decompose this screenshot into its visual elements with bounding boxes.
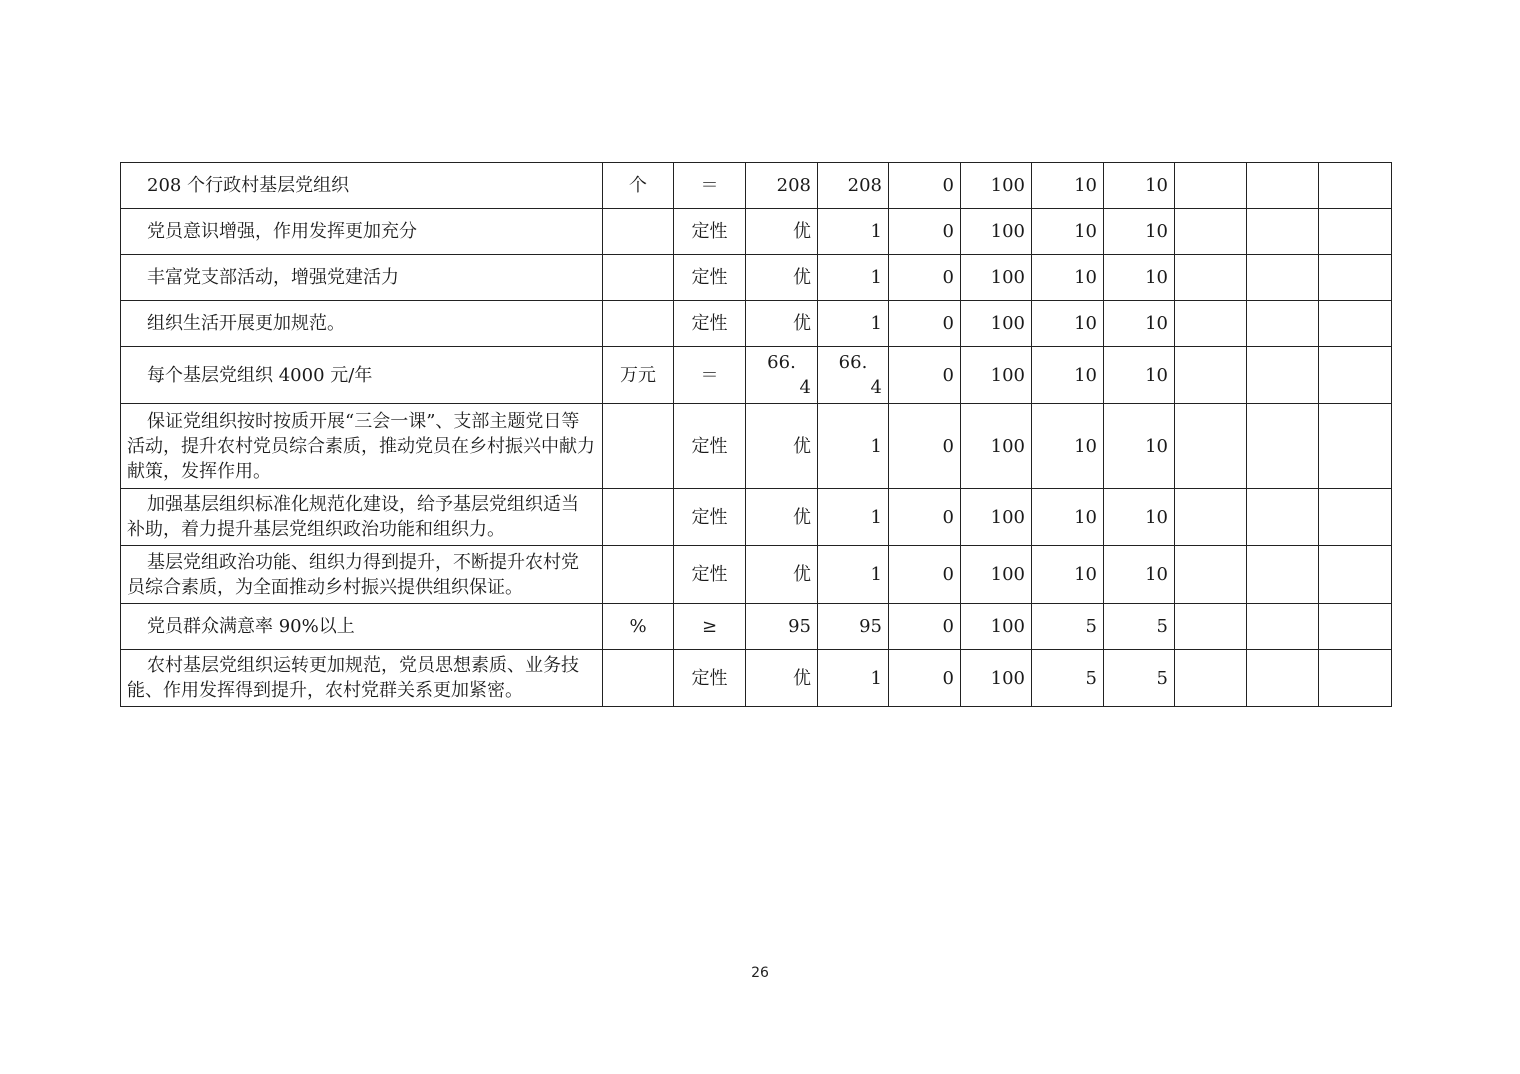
empty-cell xyxy=(1319,347,1392,404)
operator-cell: 定性 xyxy=(674,255,746,301)
score-cell: 5 xyxy=(1104,604,1175,650)
indicator-cell: 加强基层组织标准化规范化建设，给予基层党组织适当补助，着力提升基层党组织政治功能和组织力。 xyxy=(121,489,603,546)
weight-cell: 10 xyxy=(1032,347,1104,404)
indicator-cell: 保证党组织按时按质开展“三会一课”、支部主题党日等活动，提升农村党员综合素质，推动党员在乡村振兴中献力献策，发挥作用。 xyxy=(121,404,603,489)
empty-cell xyxy=(1247,347,1319,404)
unit-cell: 万元 xyxy=(603,347,674,404)
target-value-cell: 优 xyxy=(746,301,818,347)
empty-cell xyxy=(1175,347,1247,404)
unit-cell xyxy=(603,255,674,301)
weight-cell: 10 xyxy=(1032,489,1104,546)
empty-cell xyxy=(1247,650,1319,707)
score-cell: 10 xyxy=(1104,163,1175,209)
empty-cell xyxy=(1175,301,1247,347)
target-value-part: 66. xyxy=(767,352,796,373)
target-value-cell: 优 xyxy=(746,489,818,546)
empty-cell xyxy=(1319,301,1392,347)
empty-cell xyxy=(1247,163,1319,209)
unit-cell: 个 xyxy=(603,163,674,209)
empty-cell xyxy=(1247,209,1319,255)
empty-cell xyxy=(1319,163,1392,209)
min-value-cell: 0 xyxy=(889,301,961,347)
empty-cell xyxy=(1319,404,1392,489)
unit-cell xyxy=(603,209,674,255)
indicator-cell: 208 个行政村基层党组织 xyxy=(121,163,603,209)
actual-value-part: 4 xyxy=(870,377,882,398)
table-row xyxy=(121,163,1392,209)
min-value-cell: 0 xyxy=(889,489,961,546)
table-row xyxy=(121,255,1392,301)
unit-cell xyxy=(603,404,674,489)
indicator-cell: 党员群众满意率 90%以上 xyxy=(121,604,603,650)
max-value-cell: 100 xyxy=(961,404,1032,489)
min-value-cell: 0 xyxy=(889,604,961,650)
indicator-cell: 党员意识增强，作用发挥更加充分 xyxy=(121,209,603,255)
indicator-cell: 农村基层党组织运转更加规范，党员思想素质、业务技能、作用发挥得到提升，农村党群关系更加紧密。 xyxy=(121,650,603,707)
score-cell: 10 xyxy=(1104,255,1175,301)
table-row xyxy=(121,347,1392,404)
actual-value-cell: 1 xyxy=(818,546,889,604)
empty-cell xyxy=(1247,255,1319,301)
actual-value-part: 66. xyxy=(838,352,868,373)
empty-cell xyxy=(1175,209,1247,255)
score-cell: 10 xyxy=(1104,489,1175,546)
score-cell: 10 xyxy=(1104,301,1175,347)
indicator-cell: 组织生活开展更加规范。 xyxy=(121,301,603,347)
actual-value-cell: 1 xyxy=(818,650,889,707)
operator-cell: 定性 xyxy=(674,650,746,707)
empty-cell xyxy=(1319,489,1392,546)
actual-value-cell: 1 xyxy=(818,489,889,546)
empty-cell xyxy=(1175,404,1247,489)
page-number: 26 xyxy=(751,965,769,981)
empty-cell xyxy=(1175,546,1247,604)
actual-value-cell: 95 xyxy=(818,604,889,650)
actual-value-cell: 1 xyxy=(818,301,889,347)
unit-cell xyxy=(603,650,674,707)
max-value-cell: 100 xyxy=(961,163,1032,209)
empty-cell xyxy=(1175,163,1247,209)
actual-value-cell: 1 xyxy=(818,209,889,255)
operator-cell: 定性 xyxy=(674,546,746,604)
weight-cell: 10 xyxy=(1032,209,1104,255)
target-value-cell: 优 xyxy=(746,650,818,707)
max-value-cell: 100 xyxy=(961,209,1032,255)
score-cell: 10 xyxy=(1104,209,1175,255)
target-value-cell xyxy=(746,347,818,404)
weight-cell: 10 xyxy=(1032,163,1104,209)
indicator-cell: 每个基层党组织 4000 元/年 xyxy=(121,347,603,404)
actual-value-cell: 1 xyxy=(818,404,889,489)
score-cell: 10 xyxy=(1104,347,1175,404)
unit-cell xyxy=(603,546,674,604)
operator-cell: ＝ xyxy=(674,163,746,209)
target-value-cell: 208 xyxy=(746,163,818,209)
empty-cell xyxy=(1175,489,1247,546)
table-row xyxy=(121,301,1392,347)
empty-cell xyxy=(1247,546,1319,604)
max-value-cell: 100 xyxy=(961,255,1032,301)
target-value-part: 4 xyxy=(799,377,811,398)
empty-cell xyxy=(1247,404,1319,489)
weight-cell: 10 xyxy=(1032,404,1104,489)
unit-cell xyxy=(603,489,674,546)
min-value-cell: 0 xyxy=(889,546,961,604)
min-value-cell: 0 xyxy=(889,347,961,404)
weight-cell: 5 xyxy=(1032,650,1104,707)
max-value-cell: 100 xyxy=(961,546,1032,604)
operator-cell: 定性 xyxy=(674,404,746,489)
weight-cell: 10 xyxy=(1032,301,1104,347)
empty-cell xyxy=(1175,255,1247,301)
max-value-cell: 100 xyxy=(961,301,1032,347)
performance-indicator-table xyxy=(120,162,1392,707)
operator-cell: 定性 xyxy=(674,489,746,546)
unit-cell: % xyxy=(603,604,674,650)
weight-cell: 10 xyxy=(1032,546,1104,604)
unit-cell xyxy=(603,301,674,347)
max-value-cell: 100 xyxy=(961,489,1032,546)
max-value-cell: 100 xyxy=(961,347,1032,404)
empty-cell xyxy=(1247,301,1319,347)
empty-cell xyxy=(1247,604,1319,650)
table-row xyxy=(121,650,1392,707)
empty-cell xyxy=(1319,255,1392,301)
weight-cell: 5 xyxy=(1032,604,1104,650)
operator-cell: ＝ xyxy=(674,347,746,404)
table-row xyxy=(121,209,1392,255)
empty-cell xyxy=(1319,546,1392,604)
operator-cell: 定性 xyxy=(674,209,746,255)
empty-cell xyxy=(1319,650,1392,707)
operator-cell: ≥ xyxy=(674,604,746,650)
target-value-cell: 优 xyxy=(746,209,818,255)
max-value-cell: 100 xyxy=(961,604,1032,650)
table-row xyxy=(121,404,1392,489)
empty-cell xyxy=(1175,604,1247,650)
empty-cell xyxy=(1319,209,1392,255)
min-value-cell: 0 xyxy=(889,650,961,707)
score-cell: 10 xyxy=(1104,404,1175,489)
table-row xyxy=(121,546,1392,604)
target-value-cell: 优 xyxy=(746,404,818,489)
min-value-cell: 0 xyxy=(889,163,961,209)
min-value-cell: 0 xyxy=(889,209,961,255)
weight-cell: 10 xyxy=(1032,255,1104,301)
target-value-cell: 优 xyxy=(746,546,818,604)
empty-cell xyxy=(1319,604,1392,650)
min-value-cell: 0 xyxy=(889,404,961,489)
min-value-cell: 0 xyxy=(889,255,961,301)
empty-cell xyxy=(1247,489,1319,546)
table-row xyxy=(121,604,1392,650)
indicator-cell: 丰富党支部活动，增强党建活力 xyxy=(121,255,603,301)
empty-cell xyxy=(1175,650,1247,707)
score-cell: 5 xyxy=(1104,650,1175,707)
indicator-cell: 基层党组政治功能、组织力得到提升，不断提升农村党员综合素质，为全面推动乡村振兴提供组织保证。 xyxy=(121,546,603,604)
table-row xyxy=(121,489,1392,546)
actual-value-cell: 1 xyxy=(818,255,889,301)
actual-value-cell xyxy=(818,347,889,404)
actual-value-cell: 208 xyxy=(818,163,889,209)
operator-cell: 定性 xyxy=(674,301,746,347)
score-cell: 10 xyxy=(1104,546,1175,604)
target-value-cell: 95 xyxy=(746,604,818,650)
target-value-cell: 优 xyxy=(746,255,818,301)
max-value-cell: 100 xyxy=(961,650,1032,707)
